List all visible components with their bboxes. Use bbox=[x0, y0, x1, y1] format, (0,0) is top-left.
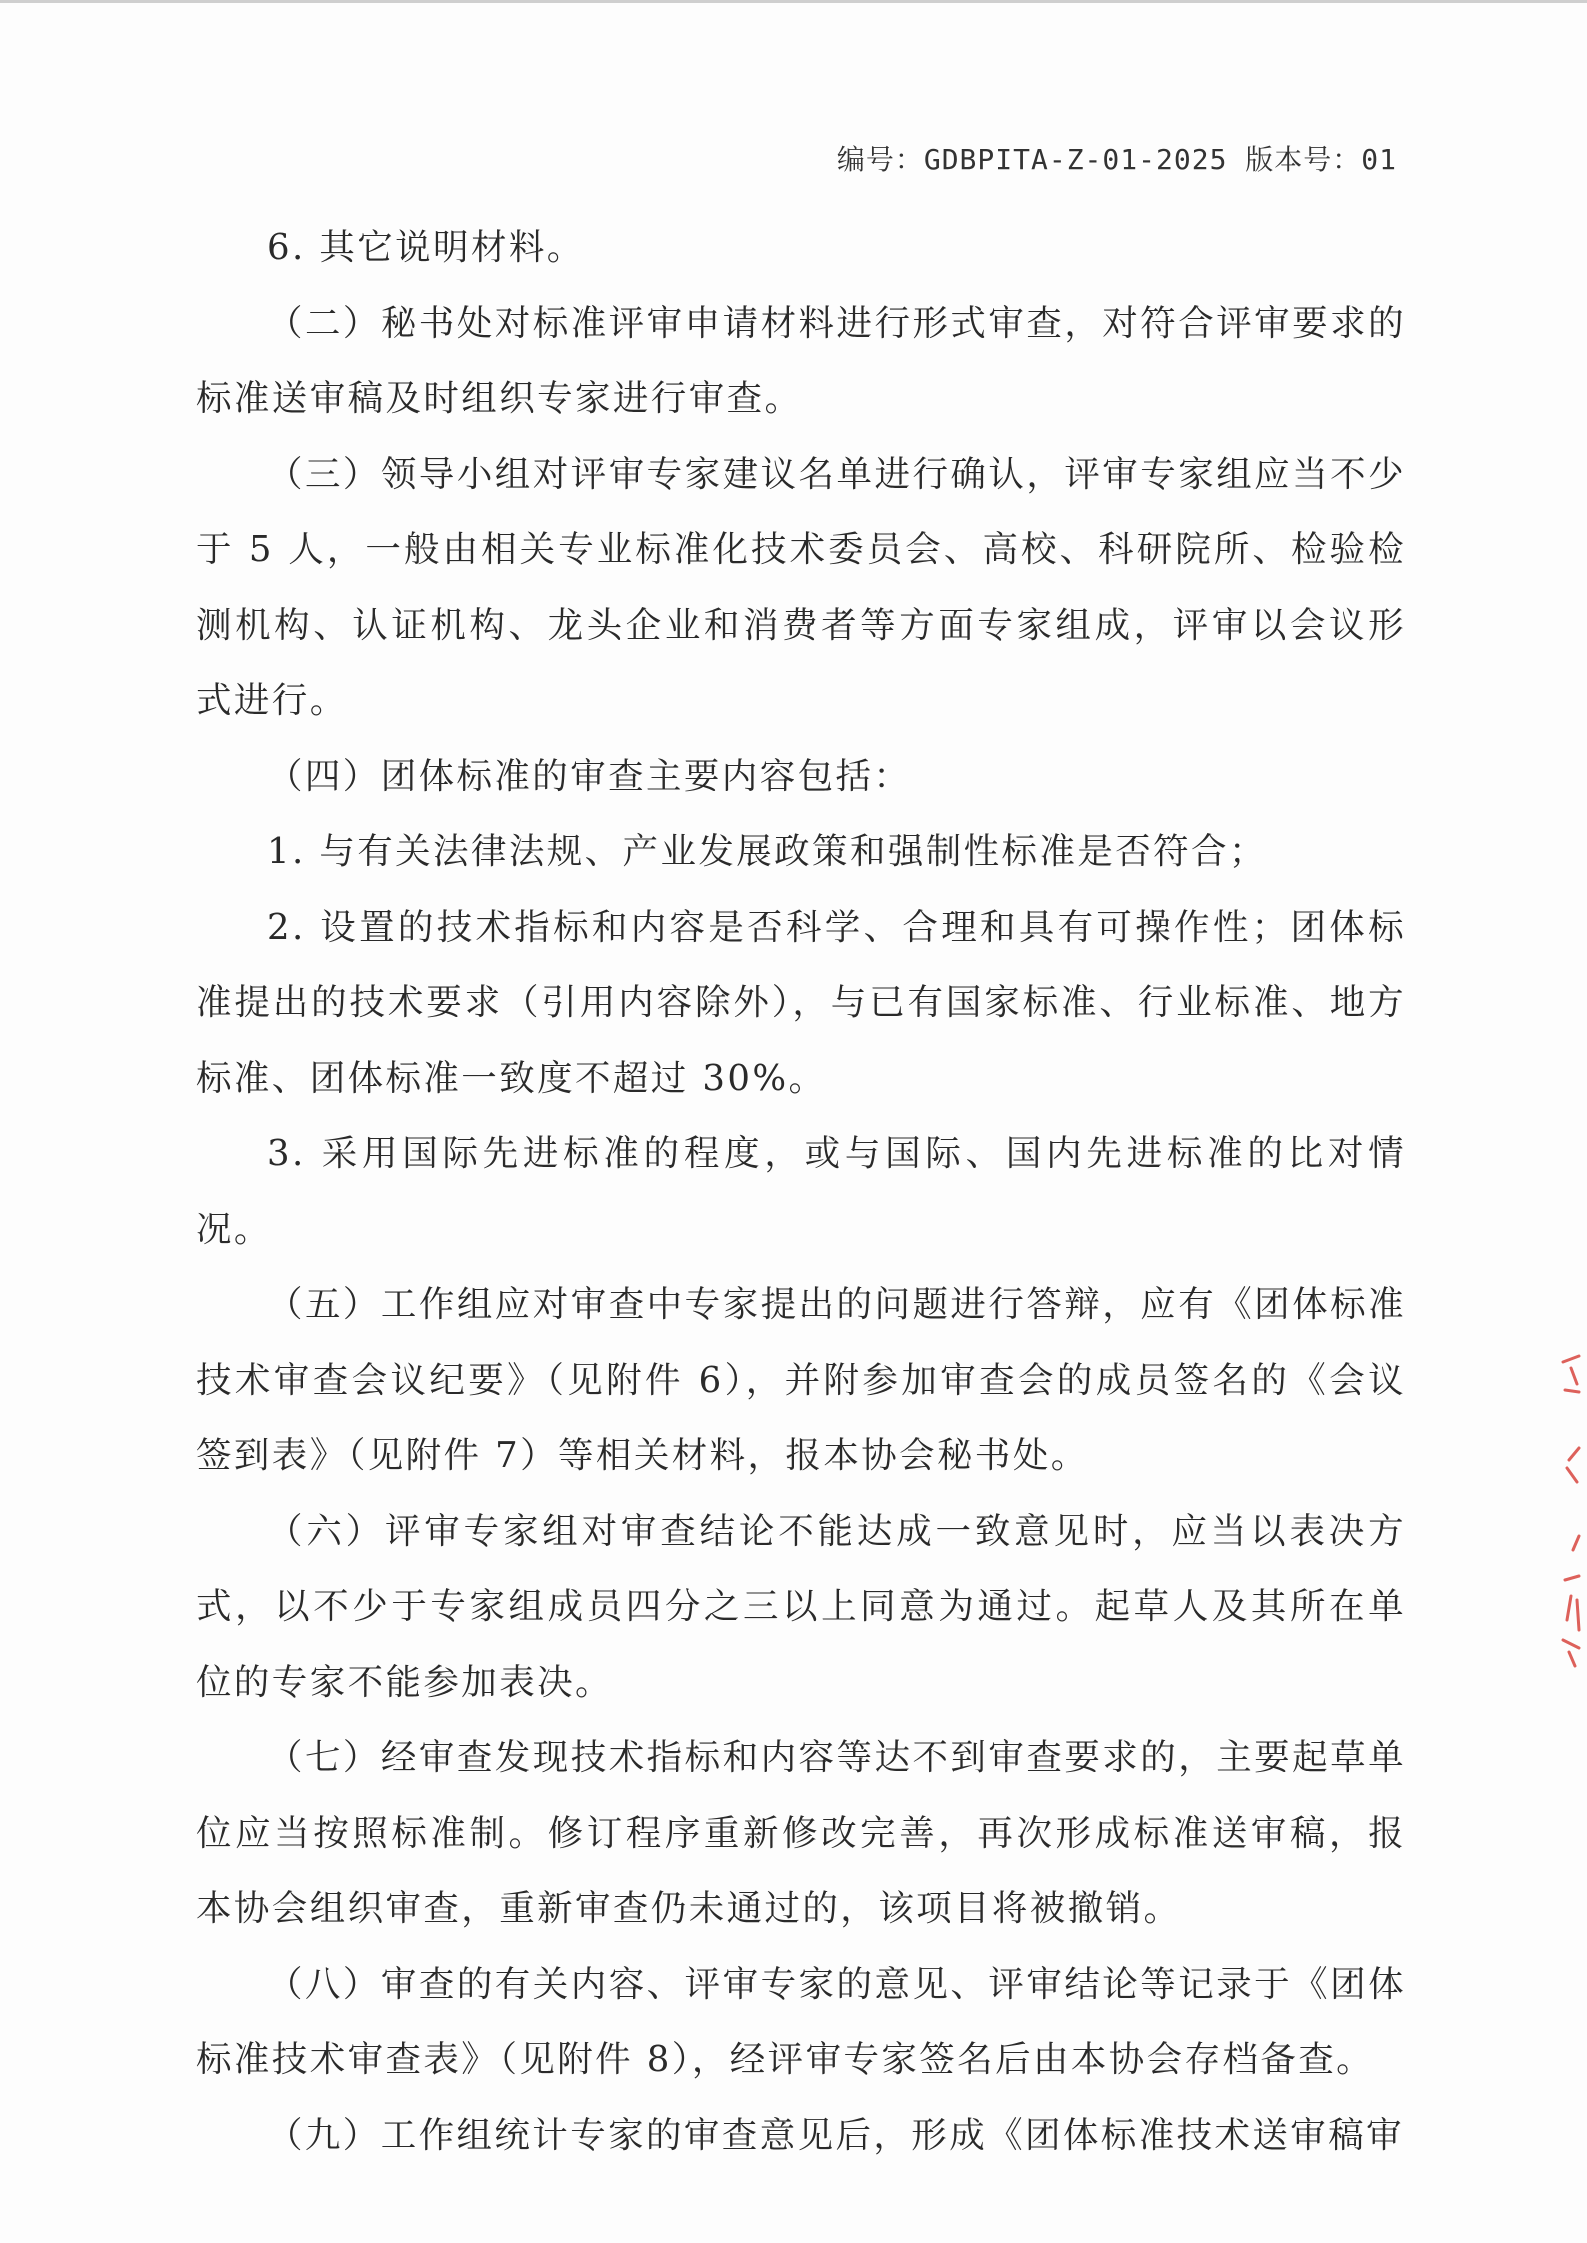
paragraph-section-9: （九）工作组统计专家的审查意见后，形成《团体标准技术送审稿审 bbox=[267, 2114, 1405, 2156]
paragraph-section-5: （五）工作组应对审查中专家提出的问题进行答辩，应有《团体标准技术审查会议纪要》（见附件 6），并附参加审查会的成员签名的《会议签到表》（见附件 7）等相关材料，报本协会秘书处。 bbox=[196, 1284, 1406, 1476]
paragraph-section-3: （三）领导小组对评审专家建议名单进行确认，评审专家组应当不少于 5 人，一般由相关专业标准化技术委员会、高校、科研院所、检验检测机构、认证机构、龙头企业和消费者等方面专家组成，评审以会议形式进行。 bbox=[196, 453, 1406, 721]
document-code-header: 编号：GDBPITA-Z-01-2025 版本号：01 bbox=[836, 143, 1397, 176]
paragraph-item-6: 6. 其它说明材料。 bbox=[267, 227, 585, 268]
paragraph-section-4-item-2: 2. 设置的技术指标和内容是否科学、合理和具有可操作性；团体标准提出的技术要求（引用内容除外），与已有国家标准、行业标准、地方标准、团体标准一致度不超过 30%。 bbox=[196, 906, 1406, 1099]
paragraph-section-6: （六）评审专家组对审查结论不能达成一致意见时，应当以表决方式，以不少于专家组成员四分之三以上同意为通过。起草人及其所在单位的专家不能参加表决。 bbox=[196, 1510, 1406, 1703]
paragraph-section-4: （四）团体标准的审查主要内容包括： bbox=[267, 755, 912, 797]
paragraph-section-2: （二）秘书处对标准评审申请材料进行形式审查，对符合评审要求的标准送审稿及时组织专家进行审查。 bbox=[196, 302, 1406, 419]
page-top-edge bbox=[0, 0, 1587, 3]
paragraph-section-7: （七）经审查发现技术指标和内容等达不到审查要求的，主要起草单位应当按照标准制。修订程序重新修改完善，再次形成标准送审稿，报本协会组织审查，重新审查仍未通过的，该项目将被撤销。 bbox=[196, 1737, 1406, 1929]
seal-stamp-fragment bbox=[1557, 1350, 1583, 1670]
paragraph-section-4-item-1: 1. 与有关法律法规、产业发展政策和强制性标准是否符合； bbox=[267, 831, 1267, 872]
document-body bbox=[196, 210, 1406, 2173]
paragraph-section-8: （八）审查的有关内容、评审专家的意见、评审结论等记录于《团体标准技术审查表》（见附件 8），经评审专家签名后由本协会存档备查。 bbox=[196, 1963, 1406, 2080]
paragraph-section-4-item-3: 3. 采用国际先进标准的程度，或与国际、国内先进标准的比对情况。 bbox=[196, 1133, 1406, 1250]
